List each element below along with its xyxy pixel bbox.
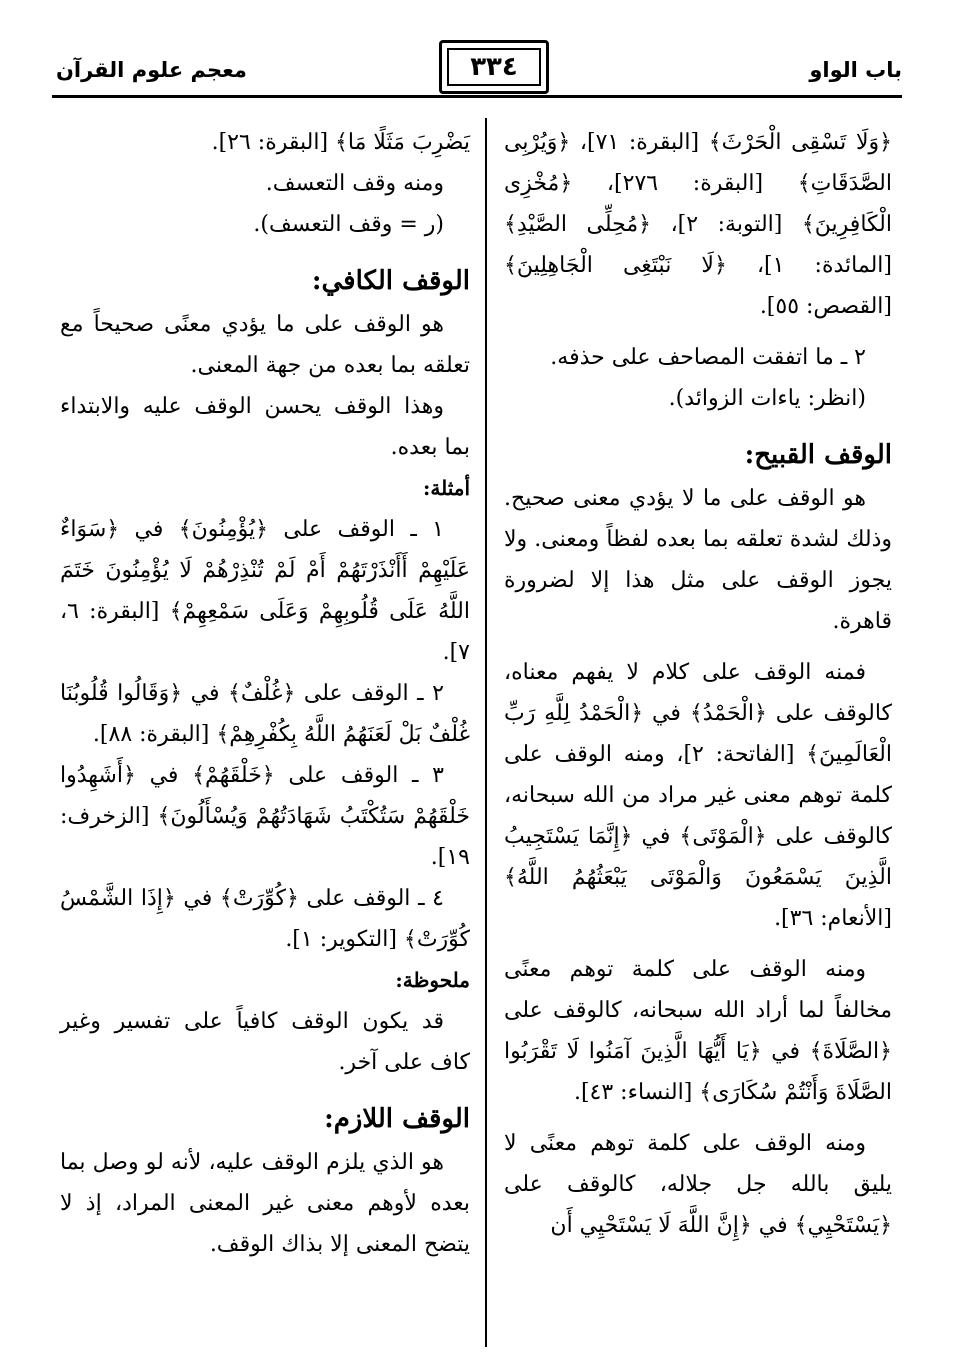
example-item: ٢ ـ الوقف على ﴿غُلْفٌ﴾ في ﴿وَقَالُوا قُلُوبُنَا غُلْفٌ بَلْ لَعَنَهُمُ اللَّهُ بِكُفْرِهِمْ﴾ [البقرة: ٨٨].	[60, 681, 470, 747]
examples-paragraph: ومنه الوقف على كلمة توهم معنًى مخالفاً لما أراد الله سبحانه، كالوقف على ﴿الصَّلَاةَ﴾ في ﴿يَا أَيُّهَا الَّذِينَ آمَنُوا لَا تَقْرَبُوا الصَّلَاةَ وَأَنْتُمْ سُكَارَى﴾ [النساء: ٤٣].	[504, 957, 892, 1105]
example-item: ١ ـ الوقف على ﴿يُؤْمِنُونَ﴾ في ﴿سَوَاءٌ عَلَيْهِمْ أَأَنْذَرْتَهُمْ أَمْ لَمْ تُنْذِرْهُمْ لَا يُؤْمِنُونَ خَتَمَ اللَّهُ عَلَى قُلُوبِهِمْ وَعَلَى سَمْعِهِمْ﴾ [البقرة: ٦، ٧].	[60, 517, 470, 665]
definition-paragraph: هو الوقف على ما يؤدي معنًى صحيحاً مع تعلقه بما بعده من جهة المعنى.	[60, 312, 470, 378]
example-item: ٣ ـ الوقف على ﴿خَلْقَهُمْ﴾ في ﴿أَشَهِدُوا خَلْقَهُمْ سَتُكْتَبُ شَهَادَتُهُمْ وَيُسْأَلُونَ﴾ [الزخرف: ١٩].	[60, 763, 470, 870]
page-number-frame	[439, 40, 549, 94]
heading-waqf-lazim: الوقف اللازم:	[324, 1104, 470, 1134]
book-title-header: معجم علوم القرآن	[56, 58, 247, 82]
description-paragraph: وهذا الوقف يحسن الوقف عليه والابتداء بما بعده.	[60, 394, 470, 460]
quran-references-paragraph: ﴿وَلَا تَسْقِى الْحَرْثَ﴾ [البقرة: ٧١]، ﴿وَيُرْبِى الصَّدَقَاتِ﴾ [البقرة: ٢٧٦]، ﴿مُخْزِى الْكَافِرِينَ﴾ [التوبة: ٢]، ﴿مُحِلِّى الصَّيْدِ﴾ [المائدة: ١]، ﴿لَا نَبْتَغِى الْجَاهِلِينَ﴾ [القصص: ٥٥].	[504, 130, 893, 319]
column-divider	[485, 118, 487, 1347]
heading-waqf-qabih: الوقف القبيح:	[744, 440, 892, 470]
page-number: ٣٣٤	[447, 48, 541, 86]
chapter-header: باب الواو	[809, 58, 902, 82]
right-column	[504, 122, 892, 1246]
example-item: ٤ ـ الوقف على ﴿كُوِّرَتْ﴾ في ﴿إِذَا الشَّمْسُ كُوِّرَتْ﴾ [التكوير: ١].	[60, 886, 470, 952]
see-also-reference: (ر = وقف التعسف).	[253, 212, 444, 237]
examples-paragraph: ومنه الوقف على كلمة توهم معنًى لا يليق بالله جل جلاله، كالوقف على ﴿يَسْتَحْيِي﴾ في ﴿إِنَّ اللَّهَ لَا يَسْتَحْيِي أَن	[504, 1131, 892, 1238]
note-label: ملحوظة:	[395, 968, 470, 992]
note-paragraph: قد يكون الوقف كافياً على تفسير وغير كاف على آخر.	[60, 1009, 470, 1075]
examples-label: أمثلة:	[422, 476, 470, 500]
left-column	[60, 122, 470, 1265]
definition-paragraph: هو الذي يلزم الوقف عليه، لأنه لو وصل بما بعده لأوهم معنى غير المعنى المراد، إذ لا يتضح المعنى إلا بذاك الوقف.	[60, 1150, 470, 1257]
header-divider	[52, 95, 902, 98]
paragraph-ta-assuf: ومنه وقف التعسف.	[265, 171, 444, 196]
examples-paragraph: فمنه الوقف على كلام لا يفهم معناه، كالوقف على ﴿الْحَمْدُ﴾ في ﴿الْحَمْدُ لِلَّهِ رَبِّ الْعَالَمِينَ﴾ [الفاتحة: ٢]، ومنه الوقف على كلمة توهم معنى غير مراد من الله سبحانه، كالوقف على ﴿الْمَوْتَى﴾ في ﴿إِنَّمَا يَسْتَجِيبُ الَّذِينَ يَسْمَعُونَ وَالْمَوْتَى يَبْعَثُهُمُ اللَّهُ﴾ [الأنعام: ٣٦].	[504, 660, 892, 931]
paragraph-deleted-letters: ٢ ـ ما اتفقت المصاحف على حذفه.	[550, 345, 866, 370]
definition-paragraph: هو الوقف على ما لا يؤدي معنى صحيح. وذلك لشدة تعلقه بما بعده لفظاً ومعنى. ولا يجوز الوقف على مثل هذا إلا لضرورة قاهرة.	[504, 486, 892, 634]
heading-waqf-kafi: الوقف الكافي:	[311, 266, 470, 296]
see-also-reference: (انظر: ياءات الزوائد).	[668, 386, 866, 411]
continued-verse: يَضْرِبَ مَثَلًا مَا﴾ [البقرة: ٢٦].	[211, 130, 470, 155]
